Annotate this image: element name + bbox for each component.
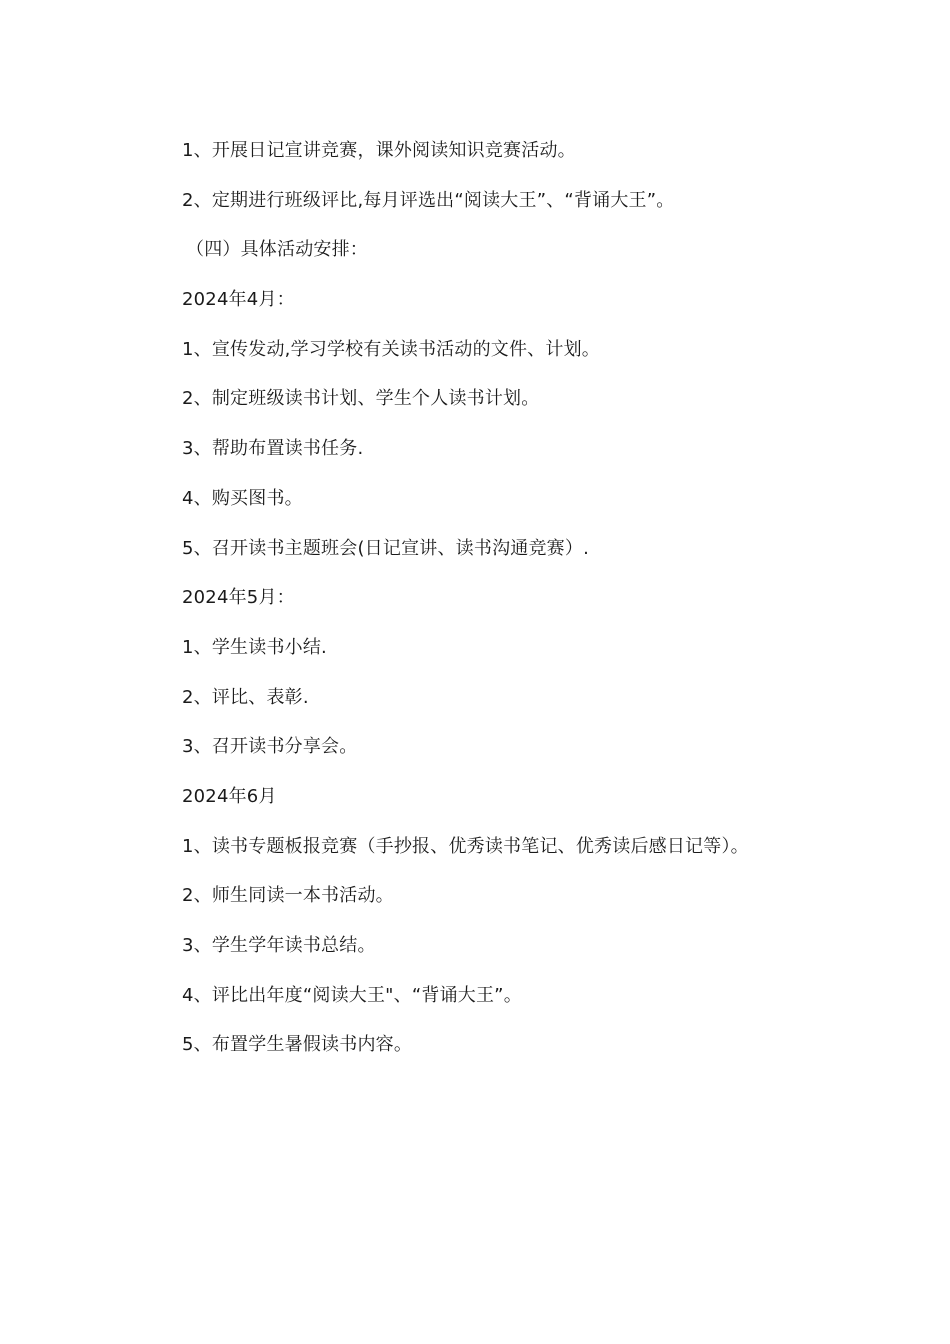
text-line: 2、制定班级读书计划、学生个人读书计划。 — [182, 388, 540, 410]
month-heading: 2024年5月： — [182, 587, 295, 609]
section-heading: （四）具体活动安排： — [186, 239, 368, 261]
text-line: 5、布置学生暑假读书内容。 — [182, 1034, 413, 1056]
text-line: 4、评比出年度“阅读大王"、“背诵大王”。 — [182, 984, 522, 1006]
text-line: 2、师生同读一本书活动。 — [182, 885, 394, 907]
text-line: 2、评比、表彰. — [182, 686, 309, 708]
text-line: 1、读书专题板报竞赛（手抄报、优秀读书笔记、优秀读后感日记等）。 — [182, 835, 749, 857]
text-line: 3、学生学年读书总结。 — [182, 935, 376, 956]
text-line: 1、开展日记宣讲竞赛，课外阅读知识竞赛活动。 — [182, 140, 576, 161]
document-body — [182, 131, 882, 1075]
text-line: 3、召开读书分享会。 — [182, 736, 358, 758]
month-heading: 2024年4月： — [182, 289, 295, 311]
text-line: 5、召开读书主题班会(日记宣讲、读书沟通竞赛）. — [182, 537, 589, 559]
text-line: 4、购买图书。 — [182, 487, 303, 509]
text-line: 3、帮助布置读书任务. — [182, 438, 364, 460]
text-line: 1、宣传发动,学习学校有关读书活动的文件、计划。 — [182, 338, 600, 360]
month-heading: 2024年6月 — [182, 785, 277, 807]
text-line: 1、学生读书小结. — [182, 636, 327, 658]
text-line: 2、定期进行班级评比,每月评选出“阅读大王”、“背诵大王”。 — [182, 189, 675, 211]
